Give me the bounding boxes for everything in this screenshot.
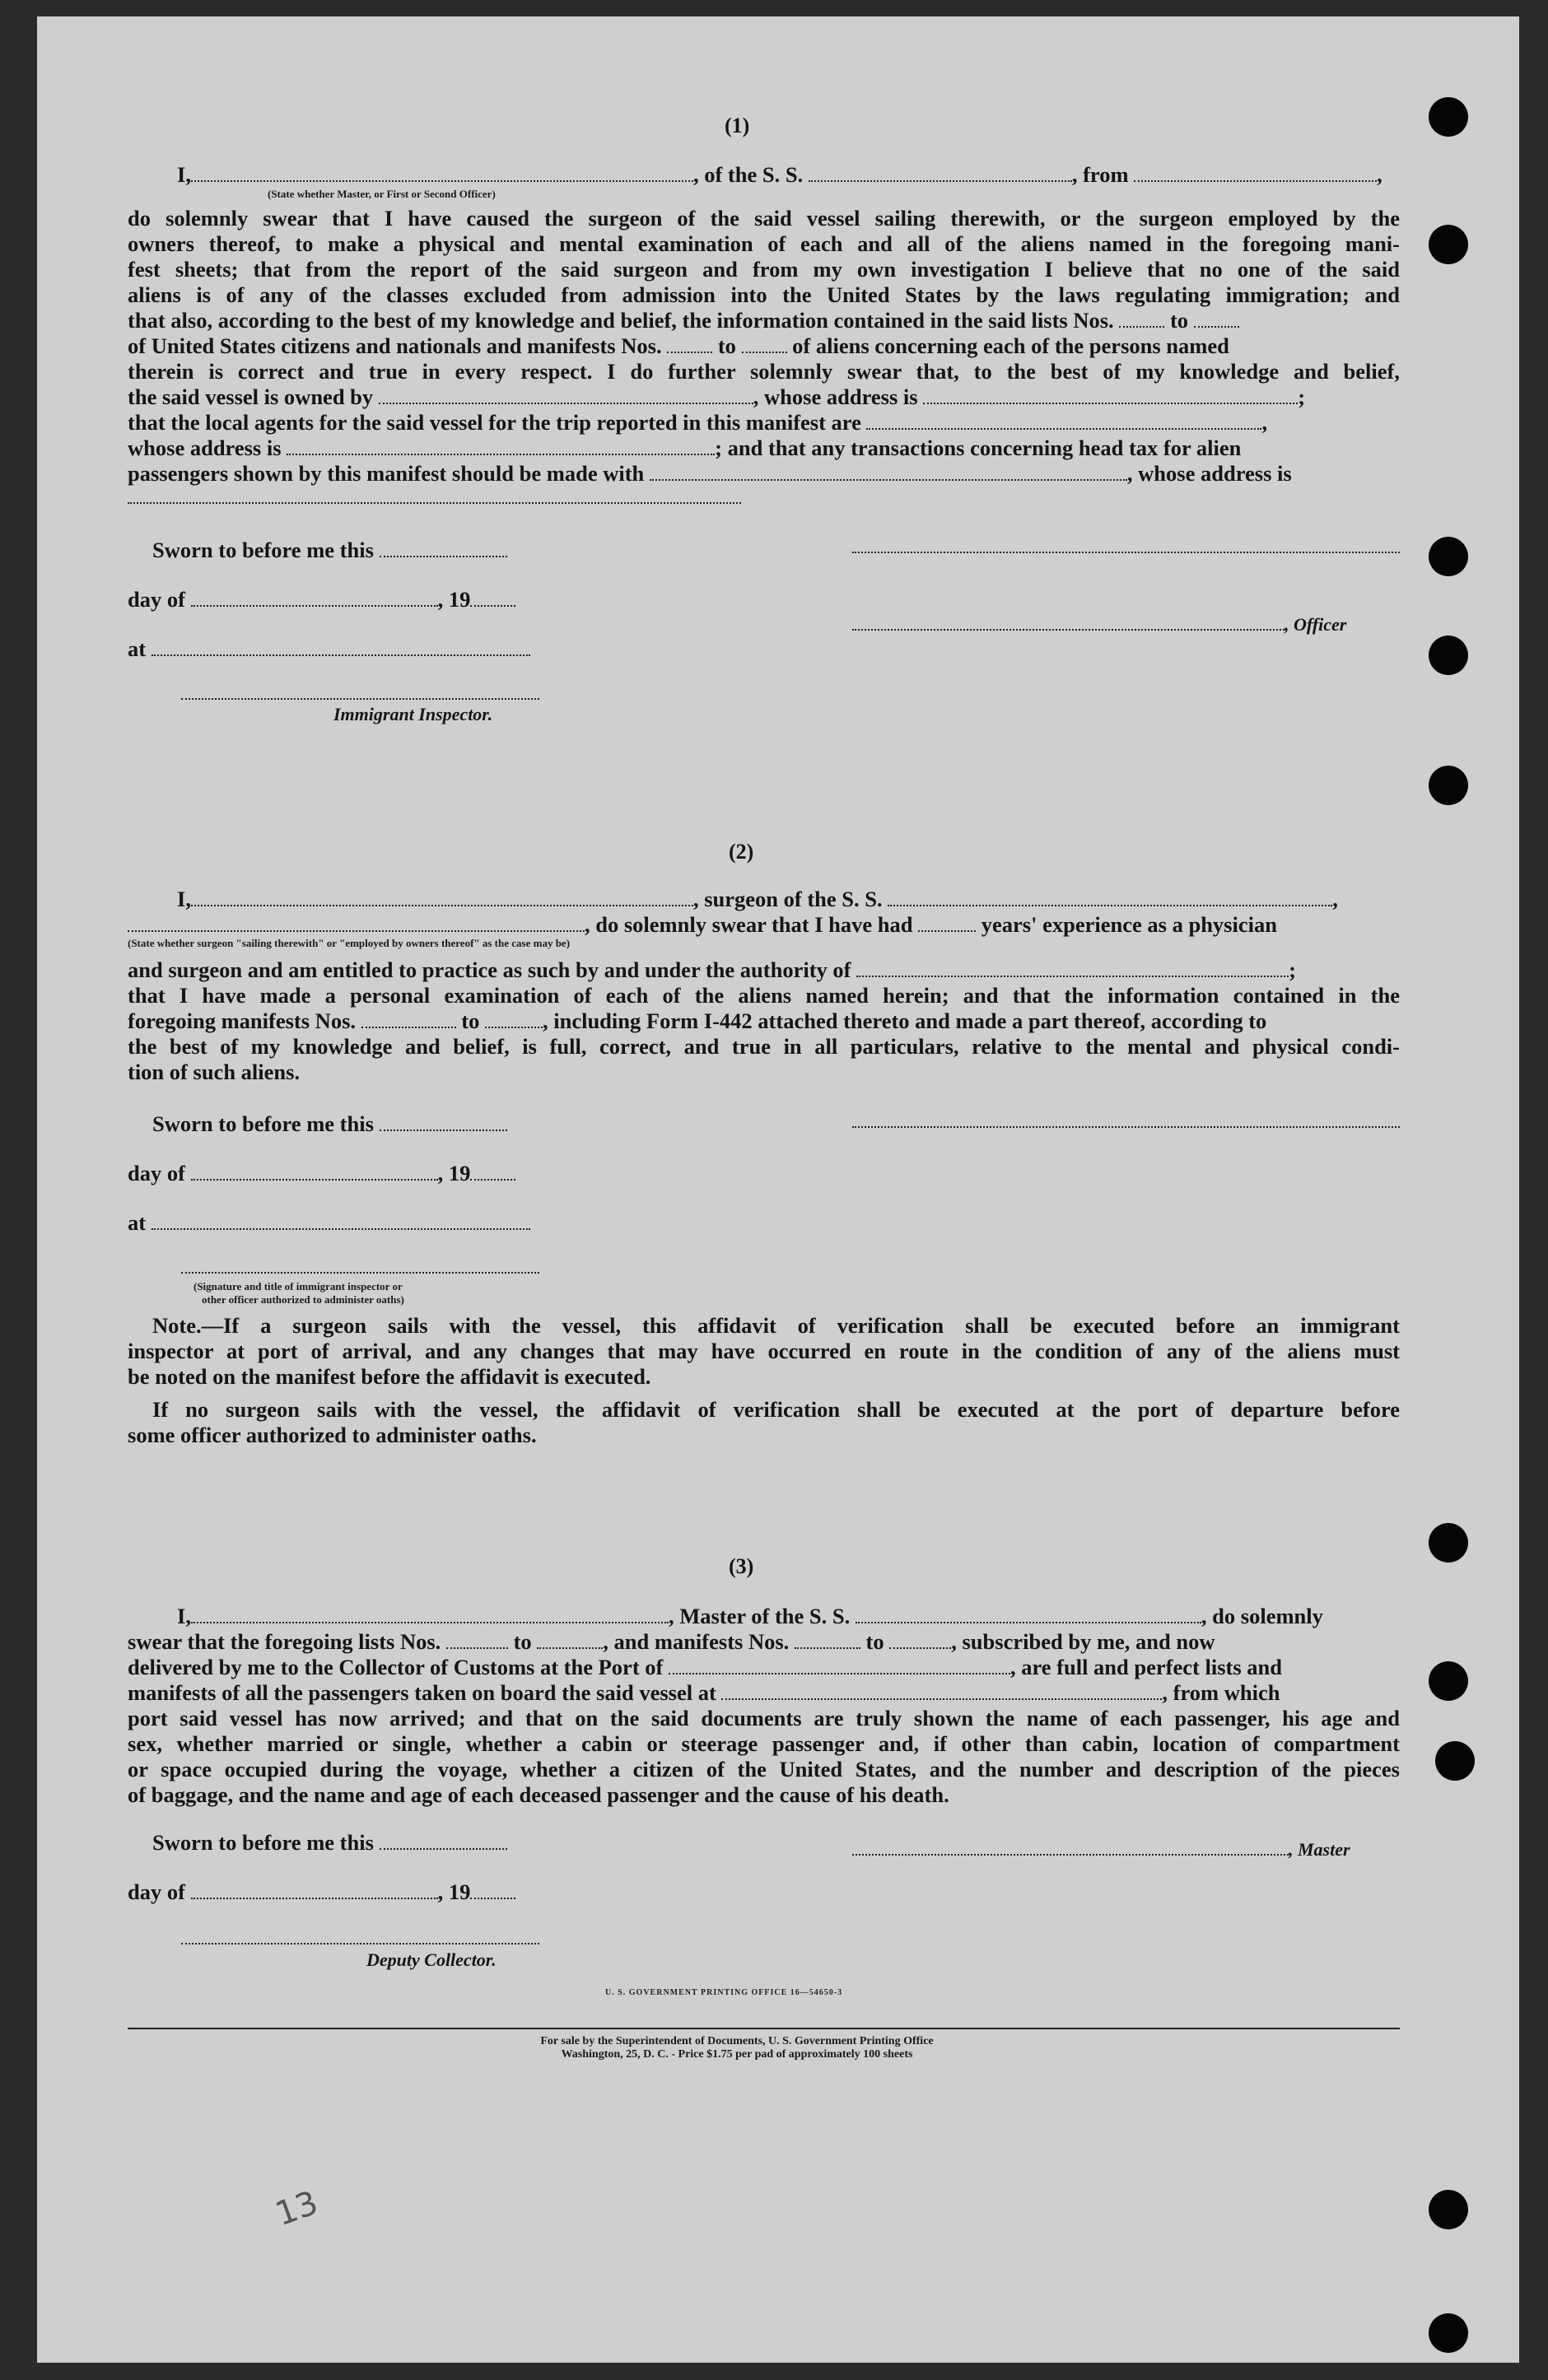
field-caption: (State whether Master, or First or Second Officer)	[268, 188, 496, 200]
sworn-label: Sworn to before me this	[152, 538, 507, 563]
paragraph-line: owners thereof, to make a physical and mental examination of each and all of the aliens named in the foregoing mani-	[128, 231, 1400, 256]
paragraph-line: passengers shown by this manifest should be made with , whose address is	[128, 461, 1292, 486]
paragraph-line: aliens is of any of the classes excluded from admission into the United States by the laws regulating immigration; and	[128, 282, 1400, 307]
footer-divider	[128, 2028, 1400, 2029]
note-line: some officer authorized to administer oaths.	[128, 1423, 537, 1447]
punch-hole	[1429, 766, 1468, 805]
signature-line	[852, 552, 1400, 553]
oath-line: I, , Master of the S. S. , do solemnly	[177, 1604, 1323, 1628]
section-number: (1)	[725, 114, 750, 137]
punch-hole	[1429, 537, 1468, 576]
signature-line	[181, 1272, 539, 1274]
paragraph-line: that also, according to the best of my knowledge and belief, the information contained in the said lists Nos. to	[128, 308, 1239, 333]
note-line: inspector at port of arrival, and any changes that may have occurred en route in the condition of any of the aliens must	[128, 1339, 1400, 1363]
section-number: (2)	[729, 840, 754, 864]
paragraph-line: foregoing manifests Nos. to , including Form I-442 attached thereto and made a part thereof, according to	[128, 1008, 1267, 1033]
paragraph-line: manifests of all the passengers taken on board the said vessel at , from which	[128, 1680, 1280, 1705]
day-of-label: day of , 19	[128, 1161, 515, 1186]
punch-hole	[1429, 97, 1468, 137]
note-line: be noted on the manifest before the affidavit is executed.	[128, 1364, 651, 1389]
section-number: (3)	[729, 1554, 754, 1578]
sale-line: For sale by the Superintendent of Documents, U. S. Government Printing Office	[540, 2035, 934, 2047]
paragraph-line: port said vessel has now arrived; and that on the said documents are truly shown the name of each passenger, his age and	[128, 1706, 1400, 1730]
master-signature: , Master	[852, 1836, 1350, 1862]
sale-line: Washington, 25, D. C. - Price $1.75 per pad of approximately 100 sheets	[561, 2048, 913, 2061]
punch-hole	[1429, 225, 1468, 264]
paragraph-line: tion of such aliens.	[128, 1060, 301, 1084]
officer-signature: , Officer	[852, 611, 1346, 637]
collector-label: Deputy Collector.	[366, 1949, 497, 1970]
handwritten-mark: 13	[270, 2183, 324, 2234]
paragraph-line: the best of my knowledge and belief, is full, correct, and true in all particulars, relative to the mental and physical condi-	[128, 1034, 1400, 1059]
sale-notice	[366, 2035, 1107, 2061]
signature-line	[852, 1126, 1400, 1128]
paragraph-line: and surgeon and am entitled to practice as such by and under the authority of ;	[128, 957, 1296, 982]
punch-hole	[1429, 1523, 1468, 1563]
day-of-label: day of , 19	[128, 1879, 515, 1905]
paragraph-line: of United States citizens and nationals and manifests Nos. to of aliens concerning each of the persons named	[128, 333, 1229, 358]
paragraph-line: swear that the foregoing lists Nos. to , and manifests Nos. to , subscribed by me, and now	[128, 1629, 1215, 1654]
oath-line: I, , surgeon of the S. S. ,	[177, 887, 1338, 911]
paragraph-line: delivered by me to the Collector of Customs at the Port of , are full and perfect lists and	[128, 1655, 1282, 1679]
printing-office-code: U. S. GOVERNMENT PRINTING OFFICE 16—54650-3	[605, 1988, 843, 1997]
note-line: Note.—If a surgeon sails with the vessel, this affidavit of verification shall be executed before an immigrant	[152, 1313, 1400, 1338]
paragraph-line: whose address is ; and that any transactions concerning head tax for alien	[128, 435, 1242, 460]
paragraph-line: that the local agents for the said vessel for the trip reported in this manifest are ,	[128, 410, 1268, 435]
signature-line	[181, 1943, 539, 1945]
day-of-label: day of , 19	[128, 587, 515, 612]
note-line: If no surgeon sails with the vessel, the affidavit of verification shall be executed at the port of departure before	[152, 1397, 1400, 1422]
punch-hole	[1429, 2313, 1468, 2353]
blank-line	[128, 502, 741, 504]
oath-line: , do solemnly swear that I have had years' experience as a physician	[128, 912, 1277, 938]
punch-hole	[1429, 636, 1468, 675]
paragraph-line: therein is correct and true in every respect. I do further solemnly swear that, to the best of my knowledge and belief,	[128, 359, 1400, 384]
paragraph-line: the said vessel is owned by , whose address is ;	[128, 384, 1306, 409]
form-page	[37, 16, 1519, 2363]
paragraph-line: sex, whether married or single, whether a cabin or steerage passenger and, if other than cabin, location of compartment	[128, 1731, 1400, 1756]
field-caption: other officer authorized to administer oaths)	[202, 1293, 404, 1306]
sworn-label: Sworn to before me this	[152, 1830, 507, 1856]
paragraph-line: do solemnly swear that I have caused the surgeon of the said vessel sailing therewith, or the surgeon employed by the	[128, 206, 1400, 231]
at-label: at	[128, 636, 530, 662]
punch-hole	[1435, 1741, 1475, 1781]
paragraph-line: that I have made a personal examination of each of the aliens named herein; and that the information contained in the	[128, 983, 1400, 1008]
signature-line	[181, 698, 539, 700]
sworn-label: Sworn to before me this	[152, 1111, 507, 1137]
punch-hole	[1429, 1661, 1468, 1701]
field-caption: (Signature and title of immigrant inspector or	[194, 1280, 403, 1292]
paragraph-line: fest sheets; that from the report of the said surgeon and from my own investigation I believe that no one of the said	[128, 257, 1400, 282]
inspector-label: Immigrant Inspector.	[333, 704, 493, 724]
punch-hole	[1429, 2190, 1468, 2229]
oath-line: I, , of the S. S. , from ,	[177, 162, 1382, 187]
at-label: at	[128, 1210, 530, 1236]
paragraph-line: of baggage, and the name and age of each deceased passenger and the cause of his death.	[128, 1782, 949, 1807]
paragraph-line: or space occupied during the voyage, whether a citizen of the United States, and the number and description of the pieces	[128, 1757, 1400, 1782]
field-caption: (State whether surgeon "sailing therewith" or "employed by owners thereof" as the case may be)	[128, 937, 571, 949]
